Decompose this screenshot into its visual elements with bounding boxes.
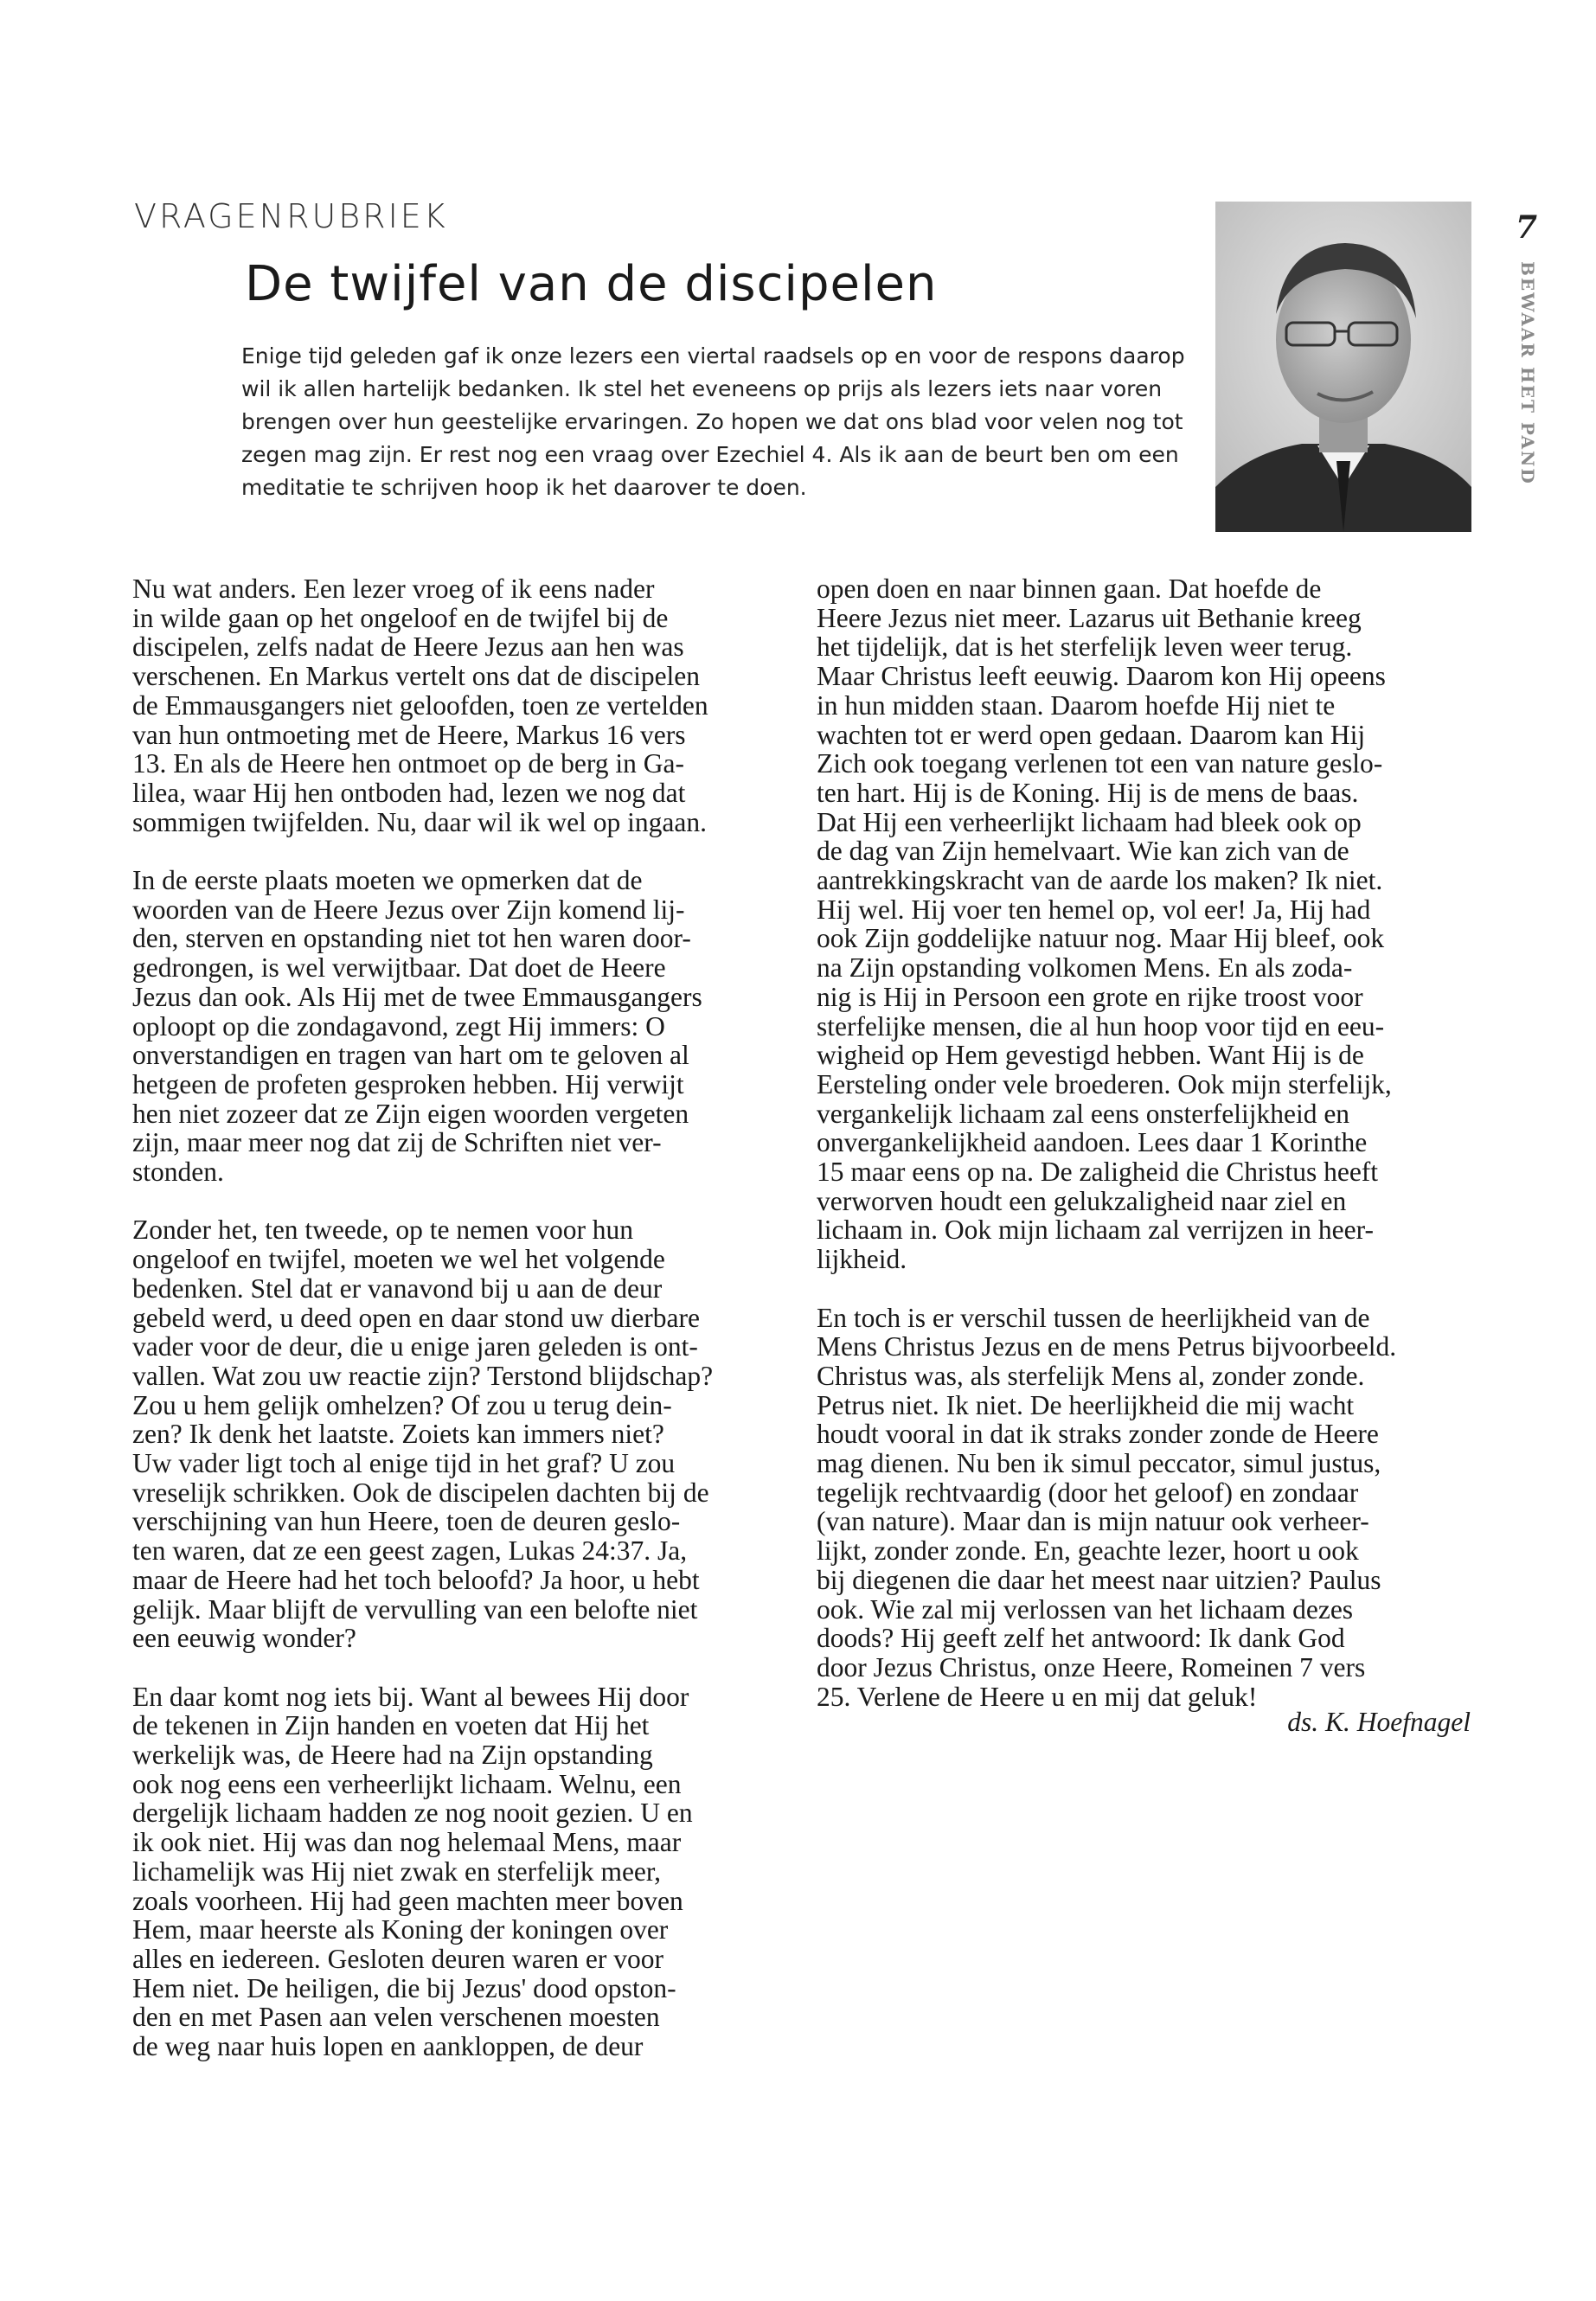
body-paragraph: open doen en naar binnen gaan. Dat hoefde de Heere Jezus niet meer. Lazarus uit Bethanie kreeg het tijdelijk, dat is het sterfelijk leven weer terug. Maar Christus leeft eeuwig. Daarom kon Hij opeens in hun midden staan. Daarom hoefde Hij niet te wachten tot er werd open gedaan. Daarom kan Hij Zich ook toegang verlenen tot een van nature geslo- ten hart. Hij is de Koning. Hij is de mens de baas. Dat Hij een verheerlijkt lichaam had bleek ook op de dag van Zijn hemelvaart. Wie kan zich van de aantrekkingskracht van de aarde los maken? Ik niet. Hij wel. Hij voer ten hemel op, vol eer! Ja, Hij had ook Zijn goddelijke natuur nog. Maar Hij bleef, ook na Zijn opstanding volkomen Mens. En als zoda- nig is Hij in Persoon een grote en rijke troost voor sterfelijke mensen, die al hun hoop voor tijd en eeu- wigheid op Hem gevestigd hebben. Want Hij is de Eersteling onder vele broederen. Ook mijn sterfelijk, vergankelijk lichaam zal eens onsterfelijkheid en onvergankelijkheid aandoen. Lees daar 1 Korinthe 15 maar eens op na. De zaligheid die Christus heeft verworven houdt een gelukzaligheid naar ziel en lichaam in. Ook mijn lichaam zal verrijzen in heer- lijkheid.	[817, 574, 1392, 1275]
body-paragraph: Nu wat anders. Een lezer vroeg of ik eens nader in wilde gaan op het ongeloof en de twijfel bij de discipelen, zelfs nadat de Heere Jezus aan hen was verschenen. En Markus vertelt ons dat de discipelen de Emmausgangers niet geloofden, toen ze vertelden van hun ontmoeting met de Heere, Markus 16 vers 13. En als de Heere hen ontmoet op de berg in Ga- lilea, waar Hij hen ontboden had, lezen we nog dat sommigen twijfelden. Nu, daar wil ik wel op ingaan.	[132, 574, 708, 837]
portrait-photo-icon	[1215, 202, 1471, 532]
portrait-photo	[1215, 202, 1471, 532]
running-head-text: BEWAAR HET PAND	[1517, 261, 1538, 485]
body-paragraph: In de eerste plaats moeten we opmerken dat de woorden van de Heere Jezus over Zijn komend lij- den, sterven en opstanding niet tot hen waren door- gedrongen, is wel verwijtbaar. Dat doet de Heere Jezus dan ook. Als Hij met de twee Emmausgangers oploopt op die zondagavond, zegt Hij immers: O onverstandigen en tragen van hart om te geloven al hetgeen de profeten gesproken hebben. Hij verwijt hen niet zozeer dat ze Zijn eigen woorden vergeten zijn, maar meer nog dat zij de Schriften niet ver- stonden.	[132, 865, 702, 1188]
page-number: 7	[1516, 209, 1538, 246]
running-head	[1509, 261, 1547, 486]
author-signature: ds. K. Hoefnagel	[1287, 1707, 1471, 1737]
body-paragraph: Zonder het, ten tweede, op te nemen voor hun ongeloof en twijfel, moeten we wel het volgende bedenken. Stel dat er vanavond bij u aan de deur gebeld werd, u deed open en daar stond uw dierbare vader voor de deur, die u enige jaren geleden is ont- vallen. Wat zou uw reactie zijn? Terstond blijdschap? Zou u hem gelijk omhelzen? Of zou u terug dein- zen? Ik denk het laatste. Zoiets kan immers niet? Uw vader ligt toch al enige tijd in het graf? U zou vreselijk schrikken. Ook de discipelen dachten bij de verschijning van hun Heere, toen de deuren geslo- ten waren, dat ze een geest zagen, Lukas 24:37. Ja, maar de Heere had het toch beloofd? Ja hoor, u hebt gelijk. Maar blijft de vervulling van een belofte niet een eeuwig wonder?	[132, 1215, 714, 1654]
body-paragraph: En toch is er verschil tussen de heerlijkheid van de Mens Christus Jezus en de mens Petrus bijvoorbeeld. Christus was, als sterfelijk Mens al, zonder zonde. Petrus niet. Ik niet. De heerlijkheid die mij wacht houdt vooral in dat ik straks zonder zonde de Heere mag dienen. Nu ben ik simul peccator, simul justus, tegelijk rechtvaardig (door het geloof) en zondaar (van nature). Maar dan is mijn natuur ook verheer- lijkt, zonder zonde. En, geachte lezer, hoort u ook bij diegenen die daar het meest naar uitzien? Paulus ook. Wie zal mij verlossen van het lichaam dezes doods? Hij geeft zelf het antwoord: Ik dank God door Jezus Christus, onze Heere, Romeinen 7 vers 25. Verlene de Heere u en mij dat geluk!	[817, 1302, 1397, 1712]
section-label: VRAGENRUBRIEK	[134, 197, 448, 235]
body-paragraph: En daar komt nog iets bij. Want al bewees Hij door de tekenen in Zijn handen en voeten dat Hij het werkelijk was, de Heere had na Zijn opstanding ook nog eens een verheerlijkt lichaam. Welnu, een dergelijk lichaam hadden ze nog nooit gezien. U en ik ook niet. Hij was dan nog helemaal Mens, maar lichamelijk was Hij niet zwak en sterfelijk meer, zoals voorheen. Hij had geen machten meer boven Hem, maar heerste als Koning der koningen over alles en iedereen. Gesloten deuren waren er voor Hem niet. De heiligen, die bij Jezus' dood opston- den en met Pasen aan velen verschenen moesten de weg naar huis lopen en aankloppen, de deur	[132, 1681, 693, 2062]
body-column-left	[132, 574, 772, 2091]
article-title: De twijfel van de discipelen	[245, 256, 938, 312]
body-column-right	[817, 574, 1457, 1740]
intro-paragraph: Enige tijd geleden gaf ik onze lezers een viertal raadsels op en voor de respons daarop wil ik allen hartelijk bedanken. Ik stel het eveneens op prijs als lezers iets naar voren brengen over hun geestelijke ervaringen. Zo hopen we dat ons blad voor velen nog tot zegen mag zijn. Er rest nog een vraag over Ezechiel 4. Als ik aan de beurt ben om een meditatie te schrijven hoop ik het daarover te doen.	[241, 343, 1185, 500]
